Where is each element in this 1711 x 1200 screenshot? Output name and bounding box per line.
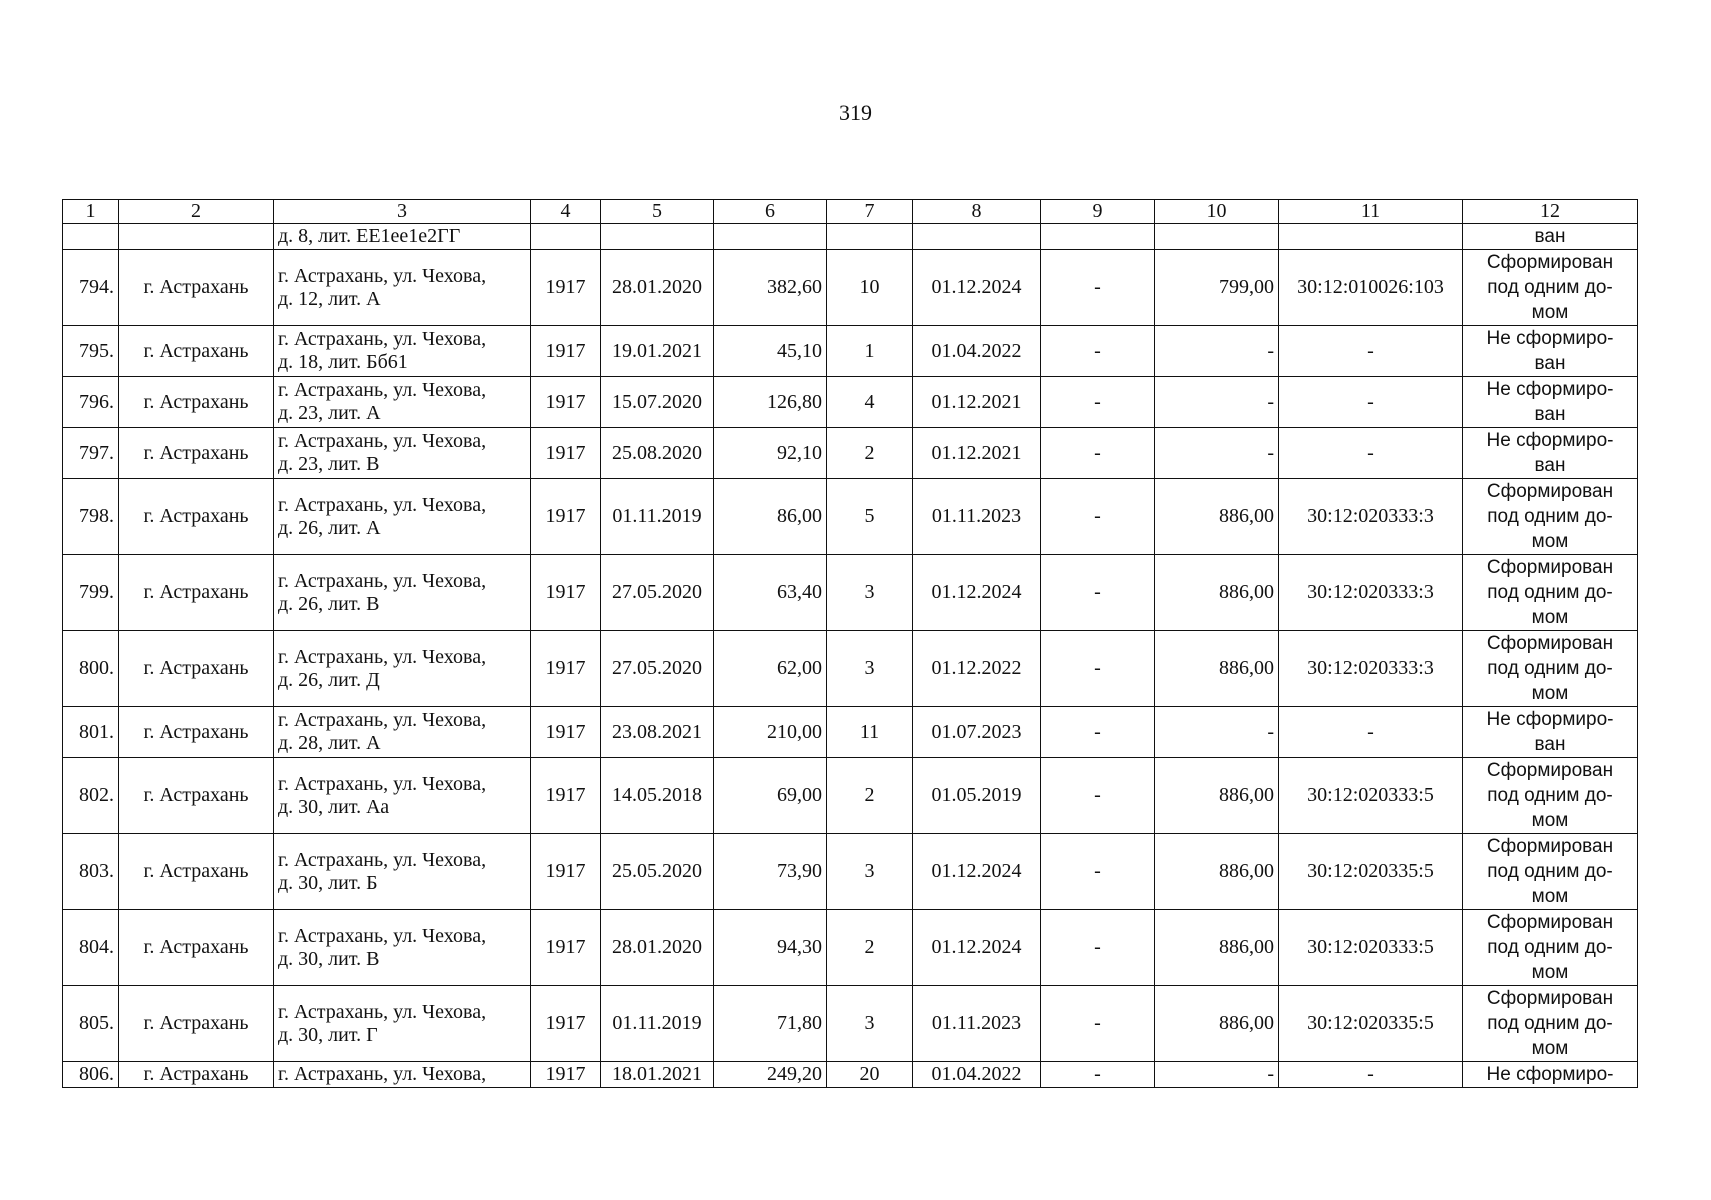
status-line: мом — [1531, 962, 1569, 983]
address-line: д. 30, лит. Г — [278, 1023, 378, 1046]
area-cell: 249,20 — [714, 1062, 827, 1088]
cadastral-number-cell: 30:12:020333:3 — [1279, 555, 1463, 631]
address-cell — [274, 631, 531, 707]
table-row — [63, 834, 1638, 910]
address-line: г. Астрахань, ул. Чехова, — [278, 709, 487, 731]
row-number-cell: 802. — [63, 758, 119, 834]
row-number-cell: 801. — [63, 707, 119, 758]
table-row — [63, 326, 1638, 377]
city-cell: г. Астрахань — [119, 326, 274, 377]
year-cell — [531, 224, 601, 250]
cadastral-number-cell: - — [1279, 377, 1463, 428]
address-cell — [274, 224, 531, 250]
status-cell — [1463, 1062, 1638, 1088]
date-cell: 28.01.2020 — [601, 910, 714, 986]
status-cell — [1463, 377, 1638, 428]
count-cell: 2 — [827, 428, 913, 479]
cadastral-number-cell: - — [1279, 707, 1463, 758]
deadline-cell: 01.11.2023 — [913, 479, 1041, 555]
status-cell — [1463, 326, 1638, 377]
year-cell: 1917 — [531, 479, 601, 555]
year-cell: 1917 — [531, 1062, 601, 1088]
status-line: Не сформиро- — [1486, 709, 1614, 730]
row-number-cell: 800. — [63, 631, 119, 707]
address-cell — [274, 1062, 531, 1088]
year-cell: 1917 — [531, 428, 601, 479]
table-row — [63, 758, 1638, 834]
date-cell: 01.11.2019 — [601, 986, 714, 1062]
address-line: д. 26, лит. Д — [278, 668, 380, 691]
address-cell — [274, 428, 531, 479]
date-cell — [601, 224, 714, 250]
row-number-cell: 796. — [63, 377, 119, 428]
count-cell: 3 — [827, 986, 913, 1062]
city-cell: г. Астрахань — [119, 250, 274, 326]
city-cell: г. Астрахань — [119, 834, 274, 910]
status-cell — [1463, 910, 1638, 986]
status-line: мом — [1531, 683, 1569, 704]
count-cell: 11 — [827, 707, 913, 758]
address-line: г. Астрахань, ул. Чехова, — [278, 645, 487, 668]
address-line: д. 26, лит. В — [278, 592, 380, 615]
status-line: под одним до- — [1487, 582, 1613, 603]
status-line: под одним до- — [1487, 506, 1613, 527]
status-line: мом — [1531, 886, 1569, 907]
status-line: ван — [1534, 734, 1566, 755]
col9-cell: - — [1041, 326, 1155, 377]
year-cell: 1917 — [531, 910, 601, 986]
table-row — [63, 377, 1638, 428]
address-cell — [274, 479, 531, 555]
address-line: д. 30, лит. В — [278, 947, 380, 970]
status-line: ван — [1534, 455, 1566, 476]
col9-cell: - — [1041, 986, 1155, 1062]
address-cell — [274, 910, 531, 986]
deadline-cell: 01.12.2024 — [913, 834, 1041, 910]
column-header: 11 — [1279, 200, 1463, 224]
year-cell: 1917 — [531, 555, 601, 631]
cadastral-number-cell — [1279, 224, 1463, 250]
status-line: мом — [1531, 1038, 1569, 1059]
address-line: д. 8, лит. ЕЕ1ее1е2ГГ — [278, 225, 461, 247]
page-number: 319 — [839, 100, 872, 125]
column-header: 3 — [274, 200, 531, 224]
area-cell: 92,10 — [714, 428, 827, 479]
date-cell: 23.08.2021 — [601, 707, 714, 758]
status-cell — [1463, 428, 1638, 479]
date-cell: 28.01.2020 — [601, 250, 714, 326]
col9-cell: - — [1041, 377, 1155, 428]
col10-cell: 886,00 — [1155, 986, 1279, 1062]
table-row — [63, 479, 1638, 555]
cadastral-number-cell: 30:12:010026:103 — [1279, 250, 1463, 326]
address-line: д. 12, лит. А — [278, 287, 381, 310]
row-number-cell: 799. — [63, 555, 119, 631]
status-line: под одним до- — [1487, 658, 1613, 679]
column-header: 10 — [1155, 200, 1279, 224]
cadastral-number-cell: - — [1279, 326, 1463, 377]
register-table — [62, 199, 1638, 1088]
date-cell: 14.05.2018 — [601, 758, 714, 834]
address-line: г. Астрахань, ул. Чехова, — [278, 264, 487, 287]
status-cell — [1463, 834, 1638, 910]
status-line: мом — [1531, 302, 1569, 323]
year-cell: 1917 — [531, 834, 601, 910]
address-line: г. Астрахань, ул. Чехова, — [278, 430, 487, 452]
count-cell: 10 — [827, 250, 913, 326]
deadline-cell: 01.12.2024 — [913, 250, 1041, 326]
status-line: ван — [1534, 353, 1566, 374]
status-line: Сформирован — [1486, 912, 1614, 933]
col9-cell: - — [1041, 707, 1155, 758]
address-line: г. Астрахань, ул. Чехова, — [278, 379, 487, 401]
status-line: мом — [1531, 531, 1569, 552]
address-cell — [274, 758, 531, 834]
column-header: 2 — [119, 200, 274, 224]
table-row — [63, 555, 1638, 631]
address-cell — [274, 555, 531, 631]
address-line: г. Астрахань, ул. Чехова, — [278, 772, 487, 795]
deadline-cell: 01.05.2019 — [913, 758, 1041, 834]
status-line: под одним до- — [1487, 937, 1613, 958]
area-cell: 69,00 — [714, 758, 827, 834]
count-cell: 2 — [827, 758, 913, 834]
status-cell — [1463, 986, 1638, 1062]
row-number-cell: 803. — [63, 834, 119, 910]
address-line: г. Астрахань, ул. Чехова, — [278, 493, 487, 516]
count-cell: 1 — [827, 326, 913, 377]
address-line: д. 28, лит. А — [278, 732, 381, 754]
col10-cell: 886,00 — [1155, 479, 1279, 555]
col10-cell: 886,00 — [1155, 555, 1279, 631]
address-cell — [274, 377, 531, 428]
col9-cell: - — [1041, 555, 1155, 631]
deadline-cell: 01.04.2022 — [913, 1062, 1041, 1088]
status-line: Сформирован — [1486, 760, 1614, 781]
count-cell: 3 — [827, 555, 913, 631]
cadastral-number-cell: 30:12:020333:5 — [1279, 910, 1463, 986]
address-line: г. Астрахань, ул. Чехова, — [278, 1000, 487, 1023]
col10-cell: 886,00 — [1155, 910, 1279, 986]
address-cell — [274, 986, 531, 1062]
status-line: Не сформиро- — [1486, 328, 1614, 349]
count-cell: 5 — [827, 479, 913, 555]
col9-cell: - — [1041, 479, 1155, 555]
date-cell: 19.01.2021 — [601, 326, 714, 377]
status-line: Сформирован — [1486, 836, 1614, 857]
table-row — [63, 428, 1638, 479]
column-header: 1 — [63, 200, 119, 224]
table-row — [63, 986, 1638, 1062]
date-cell: 25.05.2020 — [601, 834, 714, 910]
city-cell — [119, 224, 274, 250]
area-cell: 45,10 — [714, 326, 827, 377]
address-line: д. 30, лит. Аа — [278, 795, 390, 818]
date-cell: 01.11.2019 — [601, 479, 714, 555]
city-cell: г. Астрахань — [119, 631, 274, 707]
status-cell — [1463, 224, 1638, 250]
city-cell: г. Астрахань — [119, 986, 274, 1062]
column-header: 12 — [1463, 200, 1638, 224]
deadline-cell — [913, 224, 1041, 250]
deadline-cell: 01.07.2023 — [913, 707, 1041, 758]
cadastral-number-cell: 30:12:020335:5 — [1279, 834, 1463, 910]
area-cell: 126,80 — [714, 377, 827, 428]
area-cell: 94,30 — [714, 910, 827, 986]
year-cell: 1917 — [531, 326, 601, 377]
address-line: д. 23, лит. А — [278, 402, 381, 424]
col10-cell: - — [1155, 326, 1279, 377]
address-line: г. Астрахань, ул. Чехова, — [278, 924, 487, 947]
status-line: Не сформиро- — [1486, 430, 1614, 451]
cadastral-number-cell: - — [1279, 1062, 1463, 1088]
city-cell: г. Астрахань — [119, 428, 274, 479]
count-cell: 2 — [827, 910, 913, 986]
status-line: под одним до- — [1487, 277, 1613, 298]
status-line: ван — [1534, 404, 1566, 425]
status-line: Сформирован — [1486, 557, 1614, 578]
table-row — [63, 250, 1638, 326]
status-cell — [1463, 555, 1638, 631]
table-row — [63, 707, 1638, 758]
cadastral-number-cell: 30:12:020333:3 — [1279, 479, 1463, 555]
city-cell: г. Астрахань — [119, 758, 274, 834]
row-number-cell: 794. — [63, 250, 119, 326]
col9-cell: - — [1041, 910, 1155, 986]
column-header: 8 — [913, 200, 1041, 224]
col10-cell: - — [1155, 428, 1279, 479]
table-row — [63, 910, 1638, 986]
col9-cell: - — [1041, 631, 1155, 707]
date-cell: 18.01.2021 — [601, 1062, 714, 1088]
address-cell — [274, 326, 531, 377]
city-cell: г. Астрахань — [119, 479, 274, 555]
cadastral-number-cell: 30:12:020333:5 — [1279, 758, 1463, 834]
status-line: мом — [1531, 607, 1569, 628]
deadline-cell: 01.12.2022 — [913, 631, 1041, 707]
row-number-cell: 797. — [63, 428, 119, 479]
table-row — [63, 1062, 1638, 1088]
area-cell: 63,40 — [714, 555, 827, 631]
city-cell: г. Астрахань — [119, 707, 274, 758]
cadastral-number-cell: 30:12:020335:5 — [1279, 986, 1463, 1062]
status-line: под одним до- — [1487, 785, 1613, 806]
address-line: д. 30, лит. Б — [278, 871, 378, 894]
address-cell — [274, 834, 531, 910]
address-cell — [274, 250, 531, 326]
address-line: г. Астрахань, ул. Чехова, — [278, 848, 487, 871]
status-line: Сформирован — [1486, 481, 1614, 502]
address-line: г. Астрахань, ул. Чехова, — [278, 569, 487, 592]
status-line: ван — [1534, 226, 1566, 247]
column-header: 5 — [601, 200, 714, 224]
row-number-cell: 798. — [63, 479, 119, 555]
row-number-cell: 795. — [63, 326, 119, 377]
cadastral-number-cell: - — [1279, 428, 1463, 479]
col10-cell: 799,00 — [1155, 250, 1279, 326]
table-row — [63, 224, 1638, 250]
status-line: под одним до- — [1487, 861, 1613, 882]
row-number-cell: 804. — [63, 910, 119, 986]
deadline-cell: 01.04.2022 — [913, 326, 1041, 377]
city-cell: г. Астрахань — [119, 377, 274, 428]
address-line: д. 23, лит. В — [278, 453, 380, 475]
city-cell: г. Астрахань — [119, 910, 274, 986]
area-cell: 71,80 — [714, 986, 827, 1062]
date-cell: 25.08.2020 — [601, 428, 714, 479]
col10-cell: - — [1155, 377, 1279, 428]
date-cell: 27.05.2020 — [601, 631, 714, 707]
year-cell: 1917 — [531, 758, 601, 834]
status-line: Сформирован — [1486, 633, 1614, 654]
year-cell: 1917 — [531, 377, 601, 428]
row-number-cell: 805. — [63, 986, 119, 1062]
deadline-cell: 01.11.2023 — [913, 986, 1041, 1062]
col9-cell: - — [1041, 1062, 1155, 1088]
col9-cell: - — [1041, 758, 1155, 834]
city-cell: г. Астрахань — [119, 1062, 274, 1088]
year-cell: 1917 — [531, 631, 601, 707]
address-line: д. 18, лит. Бб61 — [278, 351, 408, 373]
count-cell — [827, 224, 913, 250]
status-cell — [1463, 479, 1638, 555]
address-line: г. Астрахань, ул. Чехова, — [278, 1063, 487, 1085]
table-row — [63, 631, 1638, 707]
deadline-cell: 01.12.2024 — [913, 910, 1041, 986]
count-cell: 20 — [827, 1062, 913, 1088]
col9-cell: - — [1041, 250, 1155, 326]
area-cell: 86,00 — [714, 479, 827, 555]
status-line: Сформирован — [1486, 988, 1614, 1009]
year-cell: 1917 — [531, 707, 601, 758]
area-cell — [714, 224, 827, 250]
count-cell: 3 — [827, 631, 913, 707]
address-cell — [274, 707, 531, 758]
table-body — [63, 224, 1638, 1088]
col10-cell: 886,00 — [1155, 834, 1279, 910]
col10-cell: - — [1155, 707, 1279, 758]
column-header: 9 — [1041, 200, 1155, 224]
count-cell: 3 — [827, 834, 913, 910]
status-cell — [1463, 250, 1638, 326]
column-header: 6 — [714, 200, 827, 224]
status-cell — [1463, 707, 1638, 758]
cadastral-number-cell: 30:12:020333:3 — [1279, 631, 1463, 707]
row-number-cell — [63, 224, 119, 250]
count-cell: 4 — [827, 377, 913, 428]
status-cell — [1463, 631, 1638, 707]
date-cell: 15.07.2020 — [601, 377, 714, 428]
area-cell: 382,60 — [714, 250, 827, 326]
header-row — [63, 200, 1638, 224]
address-line: д. 26, лит. А — [278, 516, 381, 539]
col9-cell: - — [1041, 834, 1155, 910]
deadline-cell: 01.12.2024 — [913, 555, 1041, 631]
row-number-cell: 806. — [63, 1062, 119, 1088]
column-header: 4 — [531, 200, 601, 224]
col10-cell: 886,00 — [1155, 631, 1279, 707]
area-cell: 73,90 — [714, 834, 827, 910]
deadline-cell: 01.12.2021 — [913, 377, 1041, 428]
status-line: Не сформиро- — [1486, 379, 1614, 400]
city-cell: г. Астрахань — [119, 555, 274, 631]
address-line: г. Астрахань, ул. Чехова, — [278, 328, 487, 350]
col10-cell: - — [1155, 1062, 1279, 1088]
status-line: под одним до- — [1487, 1013, 1613, 1034]
date-cell: 27.05.2020 — [601, 555, 714, 631]
status-line: Не сформиро- — [1486, 1064, 1614, 1085]
year-cell: 1917 — [531, 250, 601, 326]
status-line: мом — [1531, 810, 1569, 831]
col10-cell — [1155, 224, 1279, 250]
col9-cell — [1041, 224, 1155, 250]
status-cell — [1463, 758, 1638, 834]
year-cell: 1917 — [531, 986, 601, 1062]
area-cell: 210,00 — [714, 707, 827, 758]
status-line: Сформирован — [1486, 252, 1614, 273]
column-header: 7 — [827, 200, 913, 224]
area-cell: 62,00 — [714, 631, 827, 707]
col9-cell: - — [1041, 428, 1155, 479]
deadline-cell: 01.12.2021 — [913, 428, 1041, 479]
col10-cell: 886,00 — [1155, 758, 1279, 834]
